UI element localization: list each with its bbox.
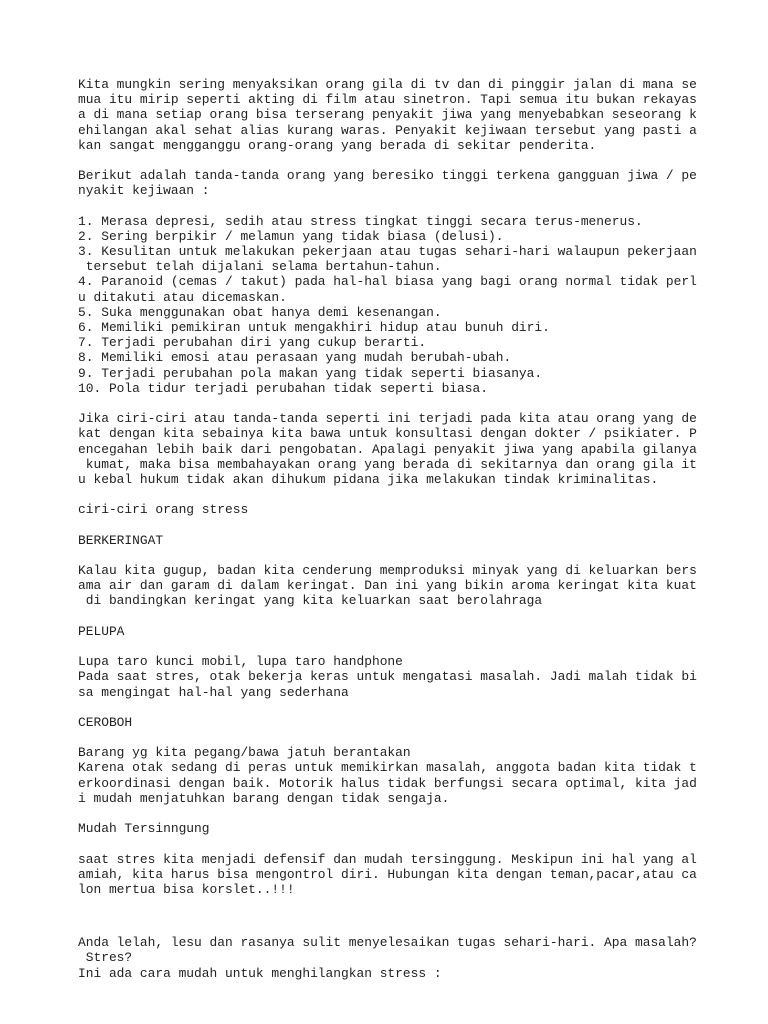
text-line: Lupa taro kunci mobil, lupa taro handphone: [78, 654, 403, 670]
list-item: tersebut telah dijalani selama bertahun-tahun.: [78, 259, 442, 275]
text-line: Kalau kita gugup, badan kita cenderung memproduksi minyak yang di keluarkan bers: [78, 563, 697, 578]
text-line: Anda lelah, lesu dan rasanya sulit menyelesaikan tugas sehari-hari. Apa masalah?: [78, 935, 697, 951]
symptom-list: [78, 214, 718, 396]
text-line: i mudah menjatuhkan barang dengan tidak sengaja.: [78, 790, 450, 806]
text-line: lon mertua bisa korslet..!!!: [78, 881, 295, 897]
text-line: Stres?: [78, 950, 133, 966]
section-title-berkeringat: BERKERINGAT: [78, 532, 164, 548]
list-item: 1. Merasa depresi, sedih atau stress tingkat tinggi secara terus-menerus.: [78, 213, 643, 229]
text-line: Jika ciri-ciri atau tanda-tanda seperti ini terjadi pada kita atau orang yang de: [78, 411, 697, 427]
text-line: nyakit kejiwaan :: [78, 183, 210, 199]
list-item: 9. Terjadi perubahan pola makan yang tidak seperti biasanya.: [78, 365, 543, 381]
list-item: 7. Terjadi perubahan diri yang cukup berarti.: [78, 335, 427, 351]
text-line: Kita mungkin sering menyaksikan orang gila di tv dan di pinggir jalan di mana se: [78, 77, 697, 92]
list-item: 5. Suka menggunakan obat hanya demi kesenangan.: [78, 304, 442, 320]
text-line: ehilangan akal sehat alias kurang waras. Penyakit kejiwaan tersebut yang pasti a: [78, 122, 697, 138]
section-body-mudah-tersinggung: [78, 852, 718, 898]
list-item: 6. Memiliki pemikiran untuk mengakhiri hidup atau bunuh diri.: [78, 320, 550, 335]
text-line: Ini ada cara mudah untuk menghilangkan stress :: [78, 965, 442, 981]
list-item: 10. Pola tidur terjadi perubahan tidak seperti biasa.: [78, 380, 488, 396]
text-line: kumat, maka bisa membahayakan orang yang berada di sekitarnya dan orang gila it: [78, 456, 697, 472]
text-line: sa mengingat hal-hal yang sederhana: [78, 684, 349, 700]
text-line: ama air dan garam di dalam keringat. Dan ini yang bikin aroma keringat kita kuat: [78, 578, 697, 594]
list-item: 3. Kesulitan untuk melakukan pekerjaan atau tugas sehari-hari walaupun pekerjaan: [78, 244, 697, 260]
text-line: encegahan lebih baik dari pengobatan. Apalagi penyakit jiwa yang apabila gilanya: [78, 441, 697, 457]
advice-paragraph: [78, 411, 718, 487]
text-line: erkoordinasi dengan baik. Motorik halus tidak berfungsi secara optimal, kita jad: [78, 775, 697, 791]
list-item: 2. Sering berpikir / melamun yang tidak biasa (delusi).: [78, 228, 504, 244]
closing-paragraph: [78, 935, 718, 981]
text-line: kan sangat mengganggu orang-orang yang berada di sekitar penderita.: [78, 137, 597, 153]
text-line: amiah, kita harus bisa mengontrol diri. Hubungan kita dengan teman,pacar,atau ca: [78, 866, 697, 882]
list-item: 4. Paranoid (cemas / takut) pada hal-hal biasa yang bagi orang normal tidak perl: [78, 274, 697, 290]
list-item: 8. Memiliki emosi atau perasaan yang mudah berubah-ubah.: [78, 350, 512, 366]
stress-heading: ciri-ciri orang stress: [78, 502, 249, 518]
list-intro-paragraph: [78, 168, 718, 198]
text-line: Pada saat stres, otak bekerja keras untuk mengatasi masalah. Jadi malah tidak bi: [78, 669, 697, 685]
text-line: Barang yg kita pegang/bawa jatuh berantakan: [78, 745, 411, 761]
section-title-pelupa: PELUPA: [78, 623, 125, 639]
text-line: Karena otak sedang di peras untuk memikirkan masalah, anggota badan kita tidak t: [78, 760, 697, 776]
section-body-ceroboh: [78, 745, 718, 806]
document-text: [78, 77, 718, 981]
section-body-berkeringat: [78, 563, 718, 609]
section-title-mudah-tersinggung: Mudah Tersinngung: [78, 821, 210, 837]
section-body-pelupa: [78, 654, 718, 700]
list-item: u ditakuti atau dicemaskan.: [78, 289, 287, 305]
section-title-ceroboh: CEROBOH: [78, 714, 133, 730]
text-line: a di mana setiap orang bisa terserang penyakit jiwa yang menyebabkan seseorang k: [78, 107, 697, 123]
text-line: kat dengan kita sebainya kita bawa untuk konsultasi dengan dokter / psikiater. P: [78, 426, 697, 442]
text-line: u kebal hukum tidak akan dihukum pidana jika melakukan tindak kriminalitas.: [78, 471, 659, 487]
text-line: mua itu mirip seperti akting di film atau sinetron. Tapi semua itu bukan rekayas: [78, 92, 697, 108]
text-line: di bandingkan keringat yang kita keluarkan saat berolahraga: [78, 593, 543, 609]
text-line: Berikut adalah tanda-tanda orang yang beresiko tinggi terkena gangguan jiwa / pe: [78, 168, 697, 184]
intro-paragraph: [78, 77, 718, 153]
text-line: saat stres kita menjadi defensif dan mudah tersinggung. Meskipun ini hal yang al: [78, 851, 697, 867]
